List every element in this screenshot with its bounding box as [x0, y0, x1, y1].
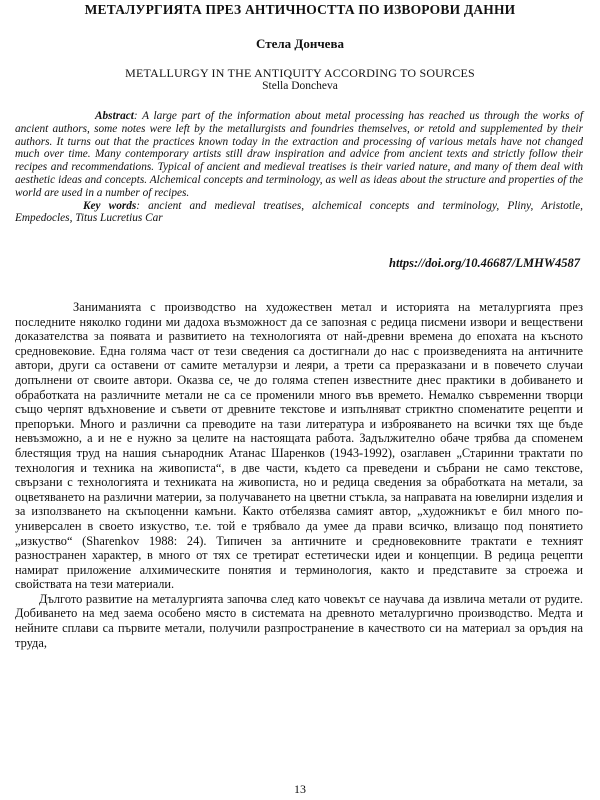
- abstract-text: : A large part of the information about metal processing has reached us through the works of ancient authors, some notes were left by the metallurgists and foundries themselves, or retold and supplemented by their authors. It turns out that the practices known today in the extraction and processing of various metals have not changed much over time. Many contemporary artists still draw inspiration and advice from ancient texts and strictly follow their recipes and recommendations. Typical of ancient and medieval treatises is their varied nature, and many of them deal with aesthetic ideas and concepts. Alchemical concepts and terminology, as well as ideas about the structure and properties of the world are used in a number of recipes.: [15, 110, 583, 199]
- abstract-block: [15, 110, 583, 225]
- doi-link[interactable]: https://doi.org/10.46687/LMHW4587: [389, 256, 580, 270]
- title-bulgarian: МЕТАЛУРГИЯТА ПРЕЗ АНТИЧНОСТТА ПО ИЗВОРОВИ ДАННИ: [84, 2, 516, 17]
- body-text: [15, 300, 583, 650]
- author-english: Stella Doncheva: [262, 80, 338, 92]
- author-bulgarian: Стела Дончева: [256, 36, 344, 51]
- paragraph: Дългото развитие на металургията започва след като човекът се научава да извлича метали от рудите. Добиването на мед заема особено място в системата на древното металургично производство. Медта и нейните сплави са първите метали, получили разпространение в качеството си на материал за оръдия на труда,: [15, 591, 583, 650]
- paragraph: Заниманията с производство на художествен метал и историята на металургията през последните няколко години ми дадоха възможност да се запозная с редица писмени извори и веществени доказателства за появата и развитието на технологията от най-древни времена до епохата на късното средновековие. Една голяма част от тези сведения са достигнали до нас с произведенията на античните автори, други са оставени от самите металурзи и леяри, а трети са преразказани и в повечето случаи допълнени от своите автори. Оказва се, че до голяма степен известните днес практики в добиването и обработката на различните метали не са се променили много във времето. Немалко съвременни творци също черпят вдъхновение и съвети от древните текстове и изпълняват стриктно споменатите рецепти и препоръки. Много и различни са преводите на тази литература и изброяването на всички тях ще бъде невъзможно, а и не е нужно за целите на настоящата работа. Задължително обаче трябва да споменем блестящия труд на нашия сънародник Атанас Шаренков (1943-1992), озаглавен „Старинни трактати по технология и техника на живописта“, в две части, където са преведени и събрани не само текстове, свързани с технологията и техниката на живописта, но и редица сведения за обработката на метали, за оцветяването на различни материи, за получаването на цветни стъкла, за направата на ювелирни изделия и за използването на скъпоценни камъни. Както отбелязва самият автор, „художникът е бил много по-универсален в своето изкуство, т.е. той е трябвало да умее да прави всичко, влизащо под понятието „изкуство“ (Sharenkov 1988: 24). Типичен за античните и средновековните трактати е техният разностранен характер, в много от тях се третират естетически идеи и концепции. В редица рецепти намират приложение алхимическите понятия и терминология, както и представите за строежа и свойствата на тези материали.: [15, 300, 583, 592]
- page-number: 13: [294, 782, 306, 796]
- title-english: METALLURGY IN THE ANTIQUITY ACCORDING TO SOURCES: [125, 66, 475, 80]
- keywords-text: : ancient and medieval treatises, alchemical concepts and terminology, Pliny, Aristotle, Empedocles, Titus Lucretius Car: [15, 199, 583, 225]
- abstract-label: Abstract: [95, 110, 134, 122]
- keywords-label: Key words: [83, 199, 137, 212]
